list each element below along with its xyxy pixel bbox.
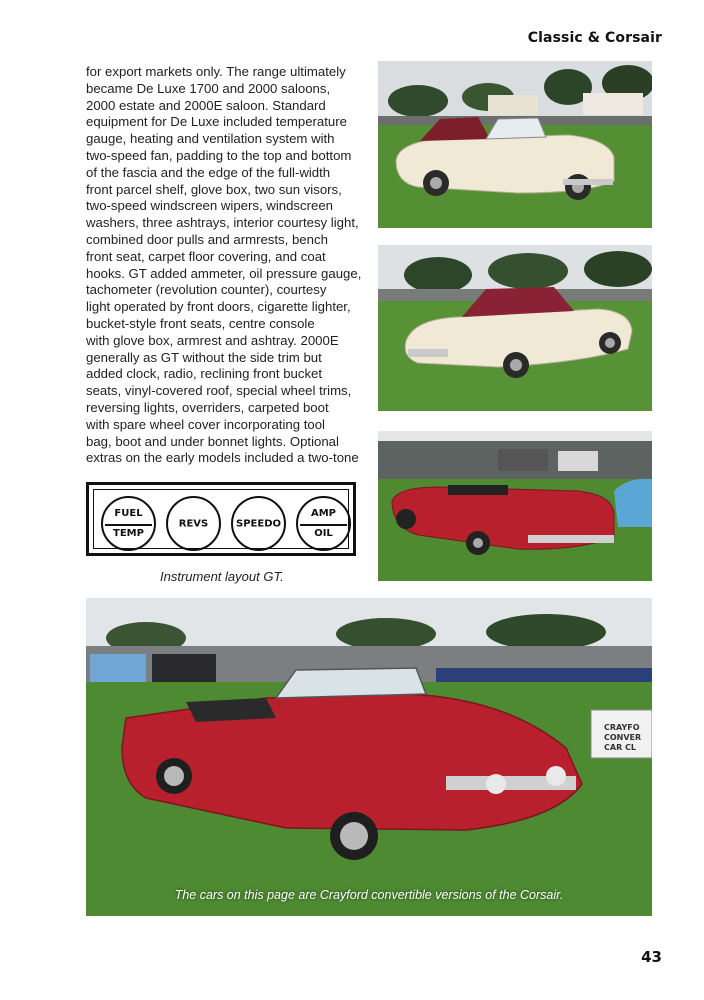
text-line: with glove box, armrest and ashtray. 2000E [86, 332, 339, 348]
photo-cream-convertible-rear [378, 245, 652, 411]
text-line: two-speed fan, padding to the top and bottom [86, 147, 352, 163]
text-line: extras on the early models included a two-tone [86, 450, 359, 466]
text-line: bag, boot and under bonnet lights. Optional [86, 433, 339, 449]
text-line: front parcel shelf, glove box, two sun visors, [86, 181, 342, 197]
gauge-bottom-label: OIL [314, 528, 333, 539]
instrument-caption: Instrument layout GT. [160, 569, 284, 584]
gauge-fuel-temp [101, 496, 156, 551]
text-line: of the fascia and the edge of the full-width [86, 164, 331, 180]
text-line: became De Luxe 1700 and 2000 saloons, [86, 80, 331, 96]
text-line: front seat, carpet floor covering, and coat [86, 248, 326, 264]
gauge-divider [105, 524, 152, 526]
gauge-label: REVS [178, 518, 209, 529]
gauge-revs [166, 496, 221, 551]
photo-red-convertible-main [86, 598, 652, 916]
gauge-divider [300, 524, 347, 526]
gauge-amp-oil [296, 496, 351, 551]
signboard-line: CAR CL [604, 743, 636, 752]
text-line: added clock, radio, reclining front bucket [86, 366, 323, 382]
text-line: two-speed windscreen wipers, windscreen [86, 198, 334, 214]
text-line: reversing lights, overriders, carpeted boot [86, 399, 329, 415]
text-line: for export markets only. The range ultimately [86, 64, 346, 79]
signboard-line: CONVER [604, 733, 642, 742]
body-text [86, 64, 370, 467]
running-header: Classic & Corsair [527, 30, 662, 46]
instrument-panel-frame [93, 489, 349, 549]
gauge-bottom-label: TEMP [113, 528, 144, 539]
text-line: seats, vinyl-covered roof, special wheel trims, [86, 383, 352, 399]
photo-cream-convertible [378, 61, 652, 228]
signboard-line: CRAYFO [604, 723, 640, 732]
text-line: gauge, heating and ventilation system with [86, 131, 335, 147]
gauge-label: SPEEDO [236, 518, 281, 529]
photo-caption: The cars on this page are Crayford convertible versions of the Corsair. [174, 888, 564, 902]
text-line: 2000 estate and 2000E saloon. Standard [86, 97, 326, 113]
instrument-layout-diagram [86, 482, 356, 556]
gauge-speedo [231, 496, 286, 551]
gauge-top-label: AMP [310, 508, 337, 519]
text-line: with spare wheel cover incorporating tool [86, 416, 325, 432]
photo-red-convertible-rear [378, 431, 652, 581]
text-line: combined door pulls and armrests, bench [86, 231, 328, 247]
text-line: tachometer (revolution counter), courtesy [86, 282, 327, 298]
text-line: bucket-style front seats, centre console [86, 315, 315, 331]
page-number: 43 [641, 948, 662, 966]
text-line: washers, three ashtrays, interior courtesy light, [86, 215, 359, 231]
text-line: equipment for De Luxe included temperature [86, 114, 347, 130]
text-line: light operated by front doors, cigarette lighter, [86, 299, 351, 315]
gauge-top-label: FUEL [114, 508, 143, 519]
text-line: generally as GT without the side trim but [86, 349, 322, 365]
text-line: hooks. GT added ammeter, oil pressure gauge, [86, 265, 362, 281]
